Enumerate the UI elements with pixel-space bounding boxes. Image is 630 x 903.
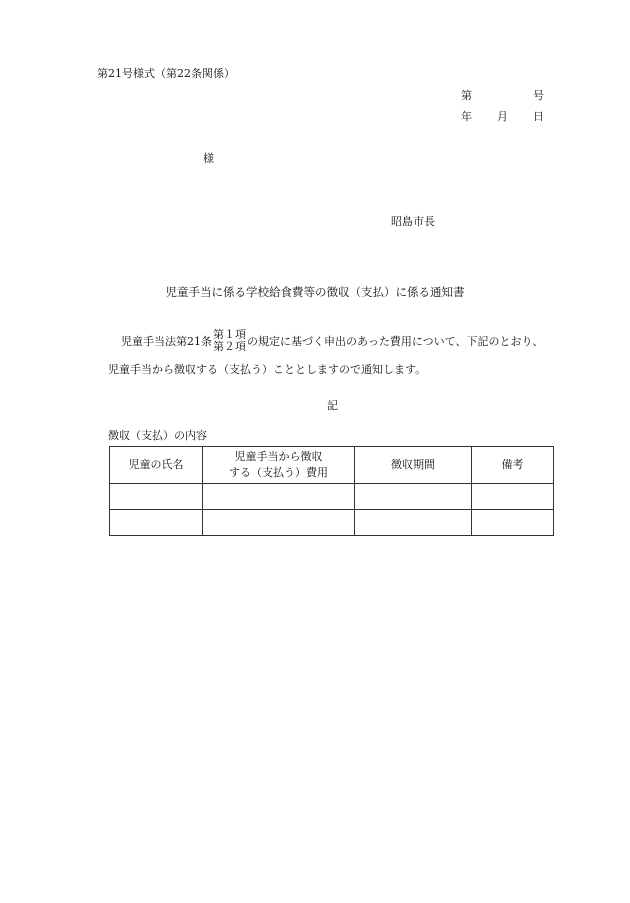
header-remarks: 備考 bbox=[472, 447, 554, 484]
document-title: 児童手当に係る学校給食費等の徴収（支払）に係る通知書 bbox=[165, 285, 465, 299]
table-header-row bbox=[110, 447, 554, 484]
header-period: 徴収期間 bbox=[355, 447, 472, 484]
cell-expense[interactable] bbox=[203, 484, 355, 510]
date-month-label: 月 bbox=[497, 110, 508, 123]
cell-expense[interactable] bbox=[203, 510, 355, 536]
header-expense bbox=[203, 447, 355, 484]
recipient-honorific: 様 bbox=[203, 152, 214, 165]
cell-remarks[interactable] bbox=[472, 484, 554, 510]
date-day-label: 日 bbox=[533, 110, 544, 123]
clause-options bbox=[213, 329, 246, 353]
clause-option-1: 第１項 bbox=[213, 328, 246, 341]
clause-option-2: 第２項 bbox=[213, 340, 246, 353]
cell-child-name[interactable] bbox=[110, 510, 203, 536]
ki-heading: 記 bbox=[327, 399, 338, 412]
section-label: 徴収（支払）の内容 bbox=[108, 429, 207, 442]
cell-period[interactable] bbox=[355, 484, 472, 510]
document-number-prefix: 第 bbox=[461, 89, 472, 102]
cell-child-name[interactable] bbox=[110, 484, 203, 510]
cell-period[interactable] bbox=[355, 510, 472, 536]
header-expense-line-2: する（支払う）費用 bbox=[229, 466, 328, 479]
table-row bbox=[110, 510, 554, 536]
table-row bbox=[110, 484, 554, 510]
body-paragraph-line-2: 児童手当から徴収する（支払う）こととしますので通知します。 bbox=[108, 363, 427, 376]
document-number-suffix: 号 bbox=[533, 89, 544, 102]
issuer-name: 昭島市長 bbox=[391, 215, 435, 228]
form-number: 第21号様式（第22条関係） bbox=[97, 67, 235, 80]
header-expense-line-1: 児童手当から徴収 bbox=[234, 450, 323, 463]
cell-remarks[interactable] bbox=[472, 510, 554, 536]
content-table bbox=[109, 446, 554, 536]
date-year-label: 年 bbox=[461, 110, 472, 123]
body-paragraph-line-1 bbox=[121, 329, 543, 353]
body-text-before-clause: 児童手当法第21条 bbox=[121, 334, 212, 348]
body-text-after-clause: の規定に基づく申出のあった費用について、下記のとおり、 bbox=[247, 334, 544, 348]
header-child-name: 児童の氏名 bbox=[110, 447, 203, 484]
